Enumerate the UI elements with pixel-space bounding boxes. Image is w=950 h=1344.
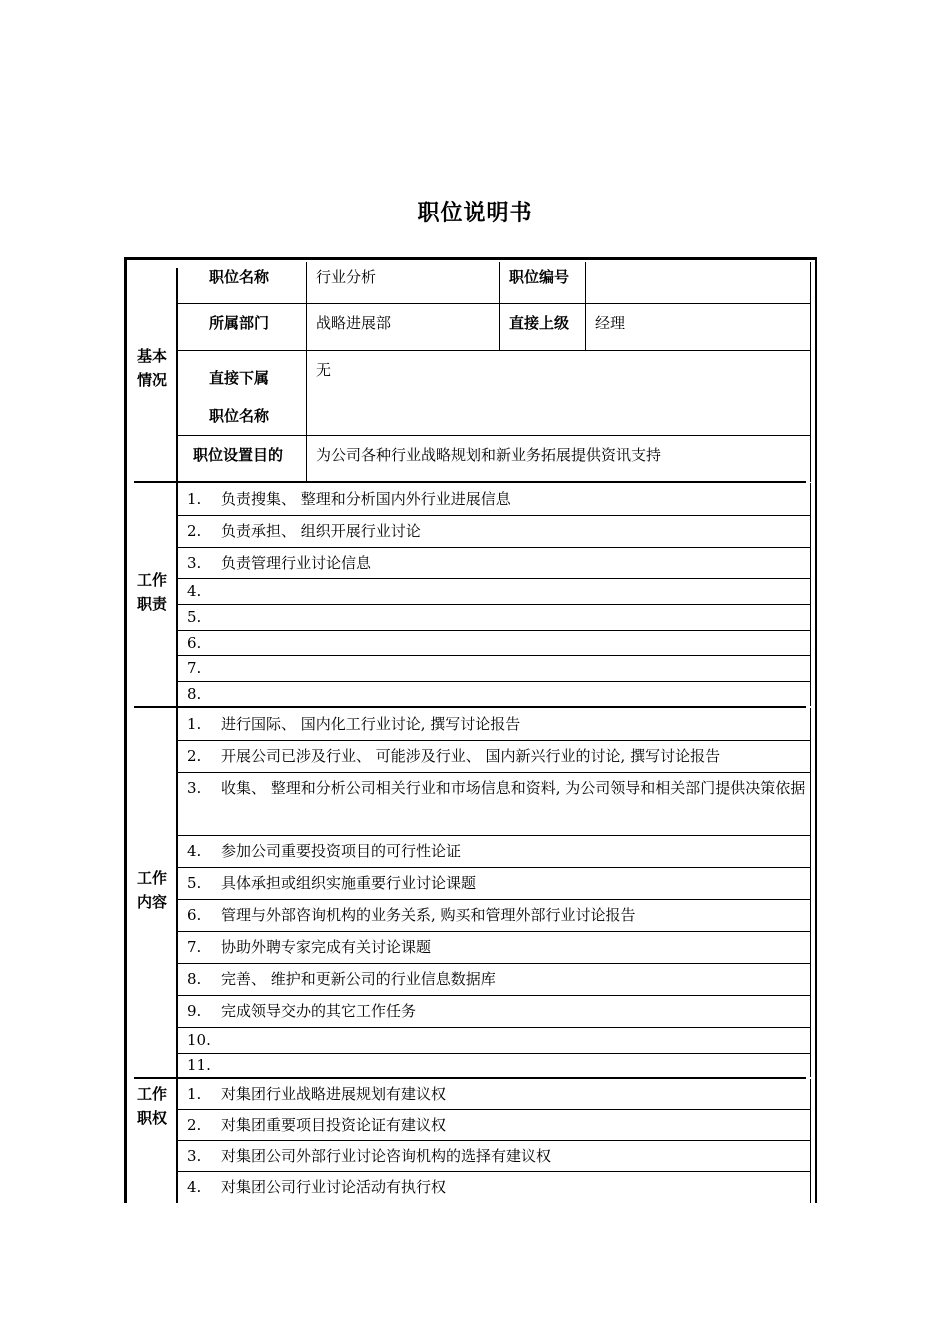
row-divider	[178, 1109, 811, 1110]
item-text: 对集团重要项目投资论证有建议权	[221, 1116, 447, 1134]
divider	[176, 1079, 178, 1203]
section-label-authority	[128, 1082, 176, 1130]
authority-item	[187, 1146, 551, 1166]
row-divider	[178, 931, 811, 932]
item-text: 负责管理行业讨论信息	[221, 554, 372, 572]
duties-item	[187, 684, 221, 704]
superior-value: 经理	[595, 314, 626, 332]
item-number: 2.	[187, 747, 202, 765]
divider	[178, 303, 811, 304]
item-text: 管理与外部咨询机构的业务关系, 购买和管理外部行业讨论报告	[221, 906, 636, 924]
item-number: 5.	[187, 608, 202, 626]
section-label-basic	[128, 344, 176, 392]
position-name-label: 职位名称	[209, 268, 270, 286]
item-number: 6.	[187, 906, 202, 924]
section-label-line: 工作	[136, 869, 167, 887]
content-item	[187, 1001, 416, 1021]
item-text: 负责承担、 组织开展行业讨论	[221, 522, 421, 540]
item-number: 1.	[187, 490, 202, 508]
position-code-label: 职位编号	[509, 268, 570, 286]
item-number: 7.	[187, 938, 202, 956]
divider	[585, 262, 586, 350]
item-number: 2.	[187, 1116, 202, 1134]
content-item	[187, 873, 476, 893]
department-value: 战略进展部	[316, 314, 392, 332]
divider	[810, 483, 811, 706]
superior-label: 直接上级	[509, 314, 570, 332]
content-item	[187, 714, 520, 734]
item-number: 3.	[187, 554, 202, 572]
item-text: 协助外聘专家完成有关讨论课题	[221, 938, 432, 956]
divider	[176, 483, 178, 706]
authority-item	[187, 1115, 446, 1135]
duties-item	[187, 658, 221, 678]
section-label-line: 职责	[136, 595, 167, 613]
section-divider	[134, 1077, 806, 1079]
item-number: 9.	[187, 1002, 202, 1020]
row-divider	[178, 515, 811, 516]
section-label-line: 职权	[136, 1109, 167, 1127]
divider	[810, 262, 811, 482]
row-divider	[178, 578, 811, 579]
section-label-line: 工作	[136, 1085, 167, 1103]
item-text: 完成领导交办的其它工作任务	[221, 1002, 417, 1020]
purpose-label: 职位设置目的	[193, 446, 284, 464]
section-divider	[134, 481, 806, 483]
document-title: 职位说明书	[417, 201, 533, 226]
item-number: 10.	[187, 1031, 211, 1049]
row-divider	[178, 630, 811, 631]
row-divider	[178, 1027, 811, 1028]
duties-item	[187, 489, 511, 509]
section-label-line: 内容	[136, 893, 167, 911]
section-label-line: 基本	[136, 347, 167, 365]
item-number: 1.	[187, 1085, 202, 1103]
row-divider	[178, 995, 811, 996]
content-item	[187, 1055, 221, 1075]
content-item	[187, 969, 496, 989]
row-divider	[178, 899, 811, 900]
item-text: 进行国际、 国内化工行业讨论, 撰写讨论报告	[221, 715, 521, 733]
item-number: 4.	[187, 582, 202, 600]
divider	[810, 1079, 811, 1203]
item-number: 5.	[187, 874, 202, 892]
item-text: 参加公司重要投资项目的可行性论证	[221, 842, 462, 860]
section-label-line: 情况	[136, 371, 167, 389]
authority-item	[187, 1084, 446, 1104]
item-number: 3.	[187, 779, 202, 797]
section-label-duties	[128, 568, 176, 616]
item-number: 6.	[187, 634, 202, 652]
row-divider	[178, 547, 811, 548]
item-text: 具体承担或组织实施重要行业讨论课题	[221, 874, 477, 892]
content-item	[187, 841, 461, 861]
subordinate-label	[209, 359, 269, 435]
subordinate-label-line: 职位名称	[209, 407, 270, 425]
section-divider	[134, 706, 806, 708]
row-divider	[178, 1140, 811, 1141]
item-number: 4.	[187, 842, 202, 860]
section-label-content	[128, 866, 176, 914]
content-item	[187, 905, 636, 925]
duties-item	[187, 521, 421, 541]
duties-item	[187, 633, 221, 653]
divider	[306, 262, 307, 481]
row-divider	[178, 963, 811, 964]
divider	[178, 435, 811, 436]
content-item	[187, 1030, 221, 1050]
content-item	[187, 772, 809, 804]
content-item	[187, 937, 431, 957]
row-divider	[178, 1053, 811, 1054]
content-item	[187, 746, 720, 766]
item-number: 1.	[187, 715, 202, 733]
item-number: 11.	[187, 1056, 211, 1074]
divider	[499, 262, 500, 350]
row-divider	[178, 740, 811, 741]
item-text: 完善、 维护和更新公司的行业信息数据库	[221, 970, 496, 988]
item-number: 8.	[187, 685, 202, 703]
divider	[178, 350, 811, 351]
subordinate-label-line: 直接下属	[209, 369, 270, 387]
duties-item	[187, 581, 221, 601]
subordinate-value: 无	[316, 361, 332, 379]
row-divider	[178, 835, 811, 836]
position-name-value: 行业分析	[316, 268, 377, 286]
item-text: 对集团行业战略进展规划有建议权	[221, 1085, 447, 1103]
item-number: 7.	[187, 659, 202, 677]
item-text: 收集、 整理和分析公司相关行业和市场信息和资料, 为公司领导和相关部门提供决策依据	[221, 779, 806, 797]
duties-item	[187, 553, 371, 573]
department-label: 所属部门	[209, 314, 270, 332]
row-divider	[178, 1171, 811, 1172]
section-label-line: 工作	[136, 571, 167, 589]
duties-item	[187, 607, 221, 627]
row-divider	[178, 867, 811, 868]
item-number: 3.	[187, 1147, 202, 1165]
divider	[810, 708, 811, 1077]
purpose-value: 为公司各种行业战略规划和新业务拓展提供资讯支持	[316, 446, 662, 464]
item-text: 负责搜集、 整理和分析国内外行业进展信息	[221, 490, 511, 508]
item-text: 对集团公司行业讨论活动有执行权	[221, 1178, 447, 1196]
item-number: 8.	[187, 970, 202, 988]
row-divider	[178, 655, 811, 656]
item-text: 对集团公司外部行业讨论咨询机构的选择有建议权	[221, 1147, 552, 1165]
divider	[176, 708, 178, 1077]
row-divider	[178, 604, 811, 605]
item-number: 2.	[187, 522, 202, 540]
row-divider	[178, 681, 811, 682]
item-number: 4.	[187, 1178, 202, 1196]
divider	[176, 268, 178, 482]
authority-item	[187, 1177, 446, 1197]
item-text: 开展公司已涉及行业、 可能涉及行业、 国内新兴行业的讨论, 撰写讨论报告	[221, 747, 721, 765]
